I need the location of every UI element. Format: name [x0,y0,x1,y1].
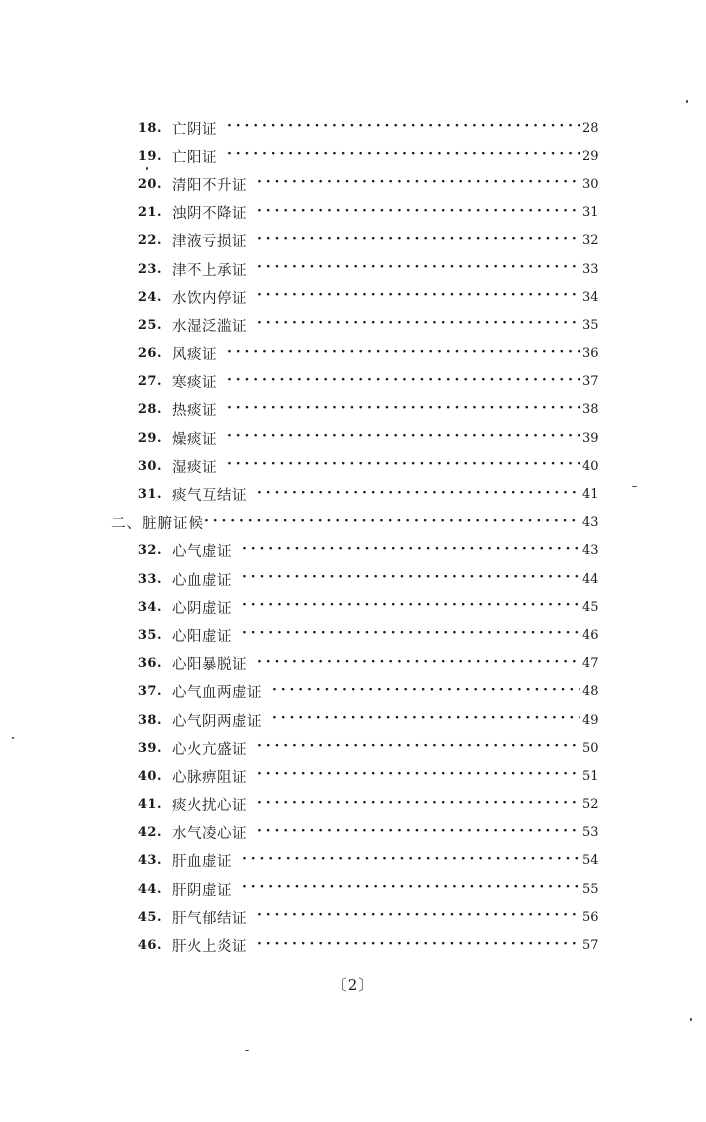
toc-entry-number: 39. [137,740,162,756]
toc-entry-title: 风痰证 [172,347,217,364]
toc-entry-number: 29. [137,430,162,446]
toc-entry-page: 51 [582,768,599,784]
toc-entry [0,678,706,706]
dot-leader [257,233,580,249]
toc-entry [0,480,706,508]
toc-entry-page: 41 [582,487,599,503]
toc-entry-title: 肝火上炎证 [172,939,247,956]
toc-entry-page: 36 [582,346,599,362]
toc-entry-number: 34. [137,599,162,615]
toc-entry-title: 浊阴不降证 [172,206,247,223]
toc-entry-page: 46 [582,627,599,643]
toc-entry-title: 燥痰证 [172,431,217,448]
toc-entry-page: 56 [582,909,599,925]
dot-leader [242,599,580,615]
toc-entry-page: 32 [582,233,599,249]
toc-entry-title: 水气凌心证 [172,826,247,843]
toc-entry-number: 43. [137,853,162,869]
scan-speck [632,486,637,487]
toc-entry-title: 清阳不升证 [172,177,247,194]
toc-entry-number: 46. [137,938,162,954]
dot-leader [257,289,580,305]
toc-entry-title: 心气血两虚证 [172,685,262,702]
scan-speck [12,737,14,739]
dot-leader [257,205,580,221]
toc-entry-page: 28 [582,120,599,136]
toc-entry [0,791,706,819]
dot-leader [242,881,580,897]
toc-entry-page: 29 [582,148,599,164]
dot-leader [257,317,580,333]
toc-entry [0,340,706,368]
toc-entry-page: 33 [582,261,599,277]
toc-entry-number: 33. [137,571,162,587]
toc-entry-page: 55 [582,881,599,897]
dot-leader [227,346,580,362]
toc-entry-page: 48 [582,684,599,700]
toc-entry-number: 35. [137,627,162,643]
toc-entry [0,734,706,762]
scan-speck [146,167,148,170]
toc-entry-page: 57 [582,938,599,954]
toc-entry-page: 40 [582,458,599,474]
page-number: 〔2〕 [331,976,375,994]
dot-leader [242,571,580,587]
dot-leader [272,684,580,700]
toc-entry-title: 心火亢盛证 [172,741,247,758]
toc-entry-number: 23. [137,261,162,277]
toc-entry-title: 痰气互结证 [172,488,247,505]
scan-speck [686,100,688,103]
toc-entry-title: 津不上承证 [172,262,247,279]
toc-entry-number: 32. [137,543,162,559]
toc-entry-title: 津液亏损证 [172,234,247,251]
dot-leader [242,627,580,643]
toc-entry [0,650,706,678]
toc-entry-number: 25. [137,317,162,333]
dot-leader [257,176,580,192]
toc-entry-title: 心阴虚证 [172,600,232,617]
toc-entry [0,283,706,311]
toc-section-heading [0,509,706,537]
toc-entry-page: 44 [582,571,599,587]
toc-entry-number: 31. [137,487,162,503]
toc-entry-title: 心阳虚证 [172,628,232,645]
dot-leader [227,374,580,390]
toc-entry-page: 43 [582,543,599,559]
dot-leader [257,797,580,813]
dot-leader [257,261,580,277]
toc-entry-number: 38. [137,712,162,728]
toc-entry-number: 37. [137,684,162,700]
dot-leader [227,402,580,418]
toc-entry [0,565,706,593]
toc-entry-title: 热痰证 [172,403,217,420]
toc-entry-page: 47 [582,656,599,672]
toc-entry-title: 心阳暴脱证 [172,657,247,674]
toc-entry [0,593,706,621]
toc-entry-title: 湿痰证 [172,459,217,476]
toc-entry [0,706,706,734]
toc-entry [0,847,706,875]
dot-leader [227,430,580,446]
toc-entry [0,762,706,790]
toc-entry-title: 心气阴两虚证 [172,713,262,730]
toc-entry-number: 41. [137,797,162,813]
toc-entry-title: 痰火扰心证 [172,798,247,815]
toc-entry [0,142,706,170]
toc-entry-number: 26. [137,346,162,362]
toc-entry [0,903,706,931]
toc-entry-number: 45. [137,909,162,925]
toc-entry-page: 54 [582,853,599,869]
toc-entry-title: 心血虚证 [172,572,232,589]
toc-entry-number: 30. [137,458,162,474]
toc-entry [0,452,706,480]
toc-entry-title: 水饮内停证 [172,290,247,307]
toc-entry [0,255,706,283]
toc-entry [0,368,706,396]
toc-entry-title: 肝阴虚证 [172,882,232,899]
toc-entry-number: 18. [137,120,162,136]
toc-entry-page: 37 [582,374,599,390]
toc-entry-title: 二、脏腑证候 [111,516,204,533]
toc-entry-page: 31 [582,205,599,221]
dot-leader [257,825,580,841]
toc-entry-page: 34 [582,289,599,305]
toc-entry-page: 38 [582,402,599,418]
toc-entry-title: 心脉痹阻证 [172,769,247,786]
toc-entry [0,819,706,847]
dot-leader [257,656,580,672]
dot-leader [257,768,580,784]
table-of-contents [0,114,706,960]
toc-entry-number: 44. [137,881,162,897]
dot-leader [257,740,580,756]
toc-entry [0,114,706,142]
toc-entry-number: 40. [137,768,162,784]
toc-entry-page: 39 [582,430,599,446]
toc-entry-number: 21. [137,205,162,221]
toc-entry-page: 52 [582,797,599,813]
toc-entry-page: 53 [582,825,599,841]
toc-entry-title: 亡阳证 [172,149,217,166]
toc-entry-number: 24. [137,289,162,305]
dot-leader [242,853,580,869]
scan-speck [245,1050,249,1051]
toc-entry [0,931,706,959]
toc-entry-page: 45 [582,599,599,615]
toc-entry [0,537,706,565]
toc-entry-title: 心气虚证 [172,544,232,561]
toc-entry [0,170,706,198]
toc-entry [0,396,706,424]
toc-entry-number: 22. [137,233,162,249]
toc-entry-page: 35 [582,317,599,333]
dot-leader [242,543,580,559]
dot-leader [227,458,580,474]
toc-entry-title: 水湿泛滥证 [172,318,247,335]
toc-entry [0,875,706,903]
dot-leader [227,148,580,164]
dot-leader [272,712,580,728]
toc-entry-number: 27. [137,374,162,390]
scan-speck [690,1018,692,1021]
toc-entry-page: 30 [582,176,599,192]
toc-entry-title: 亡阴证 [172,121,217,138]
toc-entry-title: 肝血虚证 [172,854,232,871]
dot-leader [204,515,580,531]
toc-entry-page: 43 [582,515,599,531]
toc-entry [0,424,706,452]
dot-leader [257,938,580,954]
toc-entry-number: 28. [137,402,162,418]
toc-entry-title: 肝气郁结证 [172,910,247,927]
toc-entry-number: 20. [137,176,162,192]
toc-entry [0,621,706,649]
toc-entry-page: 49 [582,712,599,728]
toc-entry-number: 42. [137,825,162,841]
dot-leader [257,909,580,925]
toc-entry [0,199,706,227]
toc-entry-page: 50 [582,740,599,756]
toc-entry-number: 19. [137,148,162,164]
dot-leader [227,120,580,136]
toc-entry-number: 36. [137,656,162,672]
toc-entry-title: 寒痰证 [172,375,217,392]
toc-entry [0,227,706,255]
dot-leader [257,487,580,503]
toc-entry [0,311,706,339]
